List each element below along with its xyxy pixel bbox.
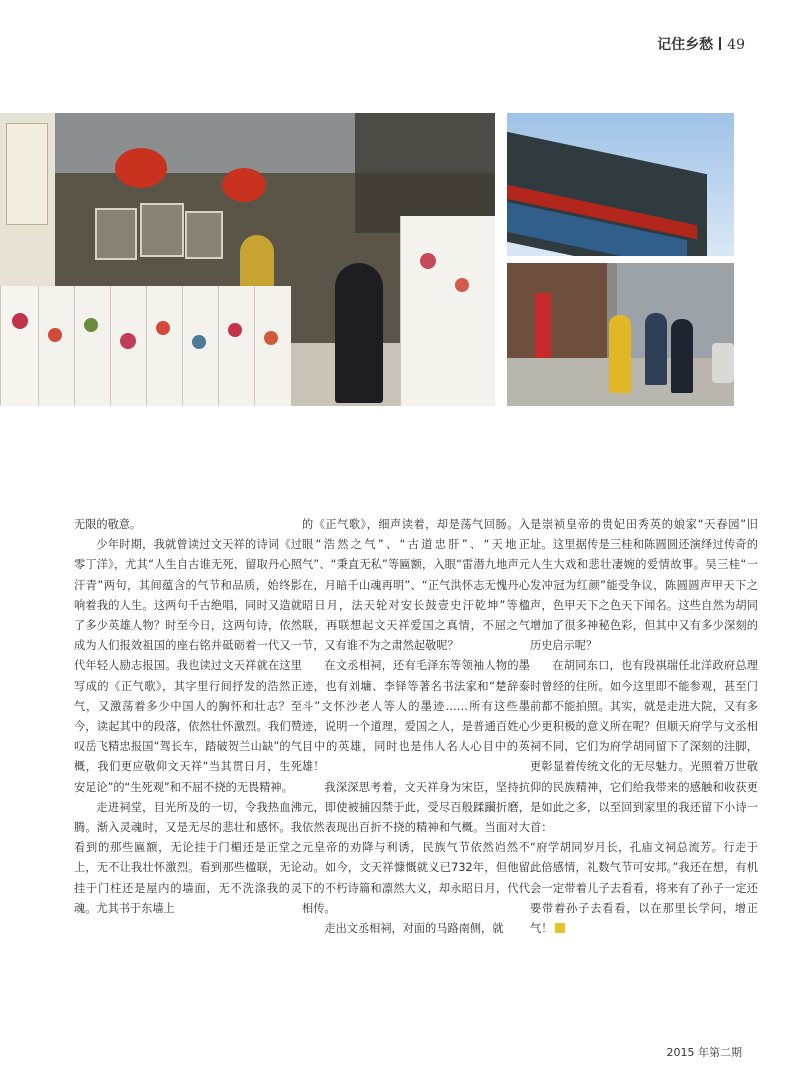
paragraph: 的《正气歌》，细声读着，却是荡气回肠。入眼“浩然之气”、“古道忠肝”、“天地正气”、“秉直无私”等匾额，入眼“雷潜九地声元在，月暗千山魂再明”、“正气洪怀志无愧丹心昭日月，法天轮对安长鼓壹史汗乾坤”等楹联，再联想起文天祥爱国之真情，不屈之气节，又有谁不为之肃然起敬呢？ bbox=[302, 518, 530, 653]
flower-painting bbox=[264, 331, 278, 345]
paragraph: 我深深思考着，文天祥身为宋臣，坚持抗元，即使被捕囚禁于此，受尽百般蹂躏折磨，依然表现出百折不挠的精神和气概。当面对大元皇帝的劝降与利诱，民族气节依然岿然不动。如今，文天祥慷慨就义已732年，但他留下的不朽诗篇和凛然大义，却永昭日月，代代相传。 bbox=[302, 780, 530, 915]
paragraph: 走进祠堂，目光所及的一切，令我热血沸腾。渐入灵魂时，又是无尽的悲壮和感怀。我看到的那些匾额，无论挂于门楣还是正堂之上，无不让我壮怀激烈。看到那些楹联，无论挂于门柱还是屋内的墙面，无不洗涤我的灵魂。尤其书于东墙上 bbox=[74, 800, 302, 915]
flower-painting bbox=[120, 333, 136, 349]
flower-painting bbox=[84, 318, 98, 332]
flower-painting bbox=[192, 335, 206, 349]
person bbox=[335, 263, 383, 403]
red-lantern bbox=[115, 148, 167, 188]
paragraph: 走出文丞相祠，对面的马路南侧，就 bbox=[324, 922, 504, 936]
section-title: 记住乡愁 bbox=[657, 37, 714, 53]
bird-cage bbox=[95, 208, 137, 260]
painting-scroll bbox=[74, 286, 111, 406]
paragraph: 在胡同东口，也有段祺瑞任北洋政府总理时曾经的住所。如今这里即不能参观，甚至门前都不能拍照。其实，就是走进大院，又有多少更积极的意义所在呢？但顺天府学与文丞相祠不同，它们为府学胡同留下了深刻的注脚，更彰显着传统文化的无尽魅力。光照着万世敬仰的民族精神，它们给我带来的感触和收获更是如此之多，以至回到家里的我还留下小诗一首： bbox=[530, 659, 758, 835]
bird-cage bbox=[185, 211, 223, 259]
article-column-1 bbox=[74, 515, 302, 919]
issue-footer: 2015 年第二期 bbox=[666, 1046, 742, 1059]
red-lantern bbox=[222, 168, 266, 202]
paragraph: 少年时期，我就曾读过文天祥的诗词《过零丁洋》，尤其“人生自古谁无死，留取丹心照汗青”两句，其间蕴含的气节和品质，始终影响着我的人生。这两句千古绝唱，同时又造就了多少英雄人物？时至今日，这两句诗，依然成为人们报效祖国的座右铭并砥砺着一代又一代年轻人励志报国。我也读过文天祥就在这里写成的《正气歌》，其字里行间抒发的浩然正气，又激荡着多少中国人的胸怀和壮志？至今，读起其中的段落，依然壮怀激烈。我们赞叹岳飞精忠报国“驾长车，踏破贺兰山缺”的气概，我们更应敬仰文天祥“当其贯日月，生死安足论”的“生死观”和不屈不挠的无畏精神。 bbox=[74, 538, 302, 794]
painting-scroll bbox=[0, 286, 39, 406]
flower-painting bbox=[48, 328, 62, 342]
paragraph bbox=[530, 838, 758, 939]
calligraphy-scroll bbox=[6, 123, 48, 225]
person bbox=[240, 235, 274, 290]
pedestrian bbox=[671, 319, 693, 393]
flower-painting bbox=[12, 313, 28, 329]
flower-painting bbox=[228, 323, 242, 337]
page-header bbox=[657, 34, 745, 54]
header-divider bbox=[719, 37, 721, 50]
flower-painting bbox=[455, 278, 469, 292]
painting-scroll bbox=[254, 286, 291, 406]
flower-painting bbox=[420, 253, 436, 269]
painting-scroll bbox=[218, 286, 255, 406]
paragraph: 在文丞相祠，还有毛泽东等领袖人物的墨迹，也有刘墉、李铎等著名书法家和“楚辞泰斗”文怀沙老人等人的墨迹……所有这些墨迹，说明一个道理，爱国之人，是普通百姓心目中的英雄，同时也是伟人名人心目中的英雄！ bbox=[302, 659, 530, 774]
article-column-2 bbox=[302, 515, 530, 939]
pedestrian bbox=[609, 315, 631, 393]
painting-scroll bbox=[400, 216, 495, 406]
end-square-icon bbox=[555, 923, 565, 933]
painting-scroll bbox=[146, 286, 183, 406]
bird-cage bbox=[140, 203, 184, 257]
article-column-3 bbox=[530, 515, 758, 939]
roof-eaves-photo bbox=[507, 113, 734, 256]
tree-silhouette bbox=[355, 113, 495, 233]
pedestrian bbox=[645, 313, 667, 385]
red-shop-sign bbox=[535, 293, 551, 358]
hutong-street-photo bbox=[507, 263, 734, 406]
painting-scroll bbox=[38, 286, 75, 406]
paragraph: 无限的敬意。 bbox=[74, 518, 142, 531]
parked-car bbox=[712, 343, 734, 383]
paragraph: 是崇祯皇帝的贵妃田秀英的娘家“天春园”旧址。这里据传是三桂和陈圆圆还演绎过传奇的人生大戏和悲壮凄婉的爱情故事。吴三桂“一发冲冠为红颜”能受争议，陈圆圆声甲天下之声，色甲天下之色天下闻名。这些自然为胡同增加了很多神秘色彩，但其中又有多少深刻的历史启示呢？ bbox=[530, 518, 758, 653]
page-number: 49 bbox=[727, 37, 745, 53]
paragraph-text: “府学胡同岁月长，孔庙文祠总流芳。行走于此倍感情，礼数气节可安邦。”我还在想，有机会一定带着儿子去看看，将来有了孙子一定还要带着孙子去看看，以在那里长学问，增正气！ bbox=[530, 841, 758, 936]
market-street-photo bbox=[0, 113, 495, 406]
flower-painting bbox=[156, 321, 170, 335]
